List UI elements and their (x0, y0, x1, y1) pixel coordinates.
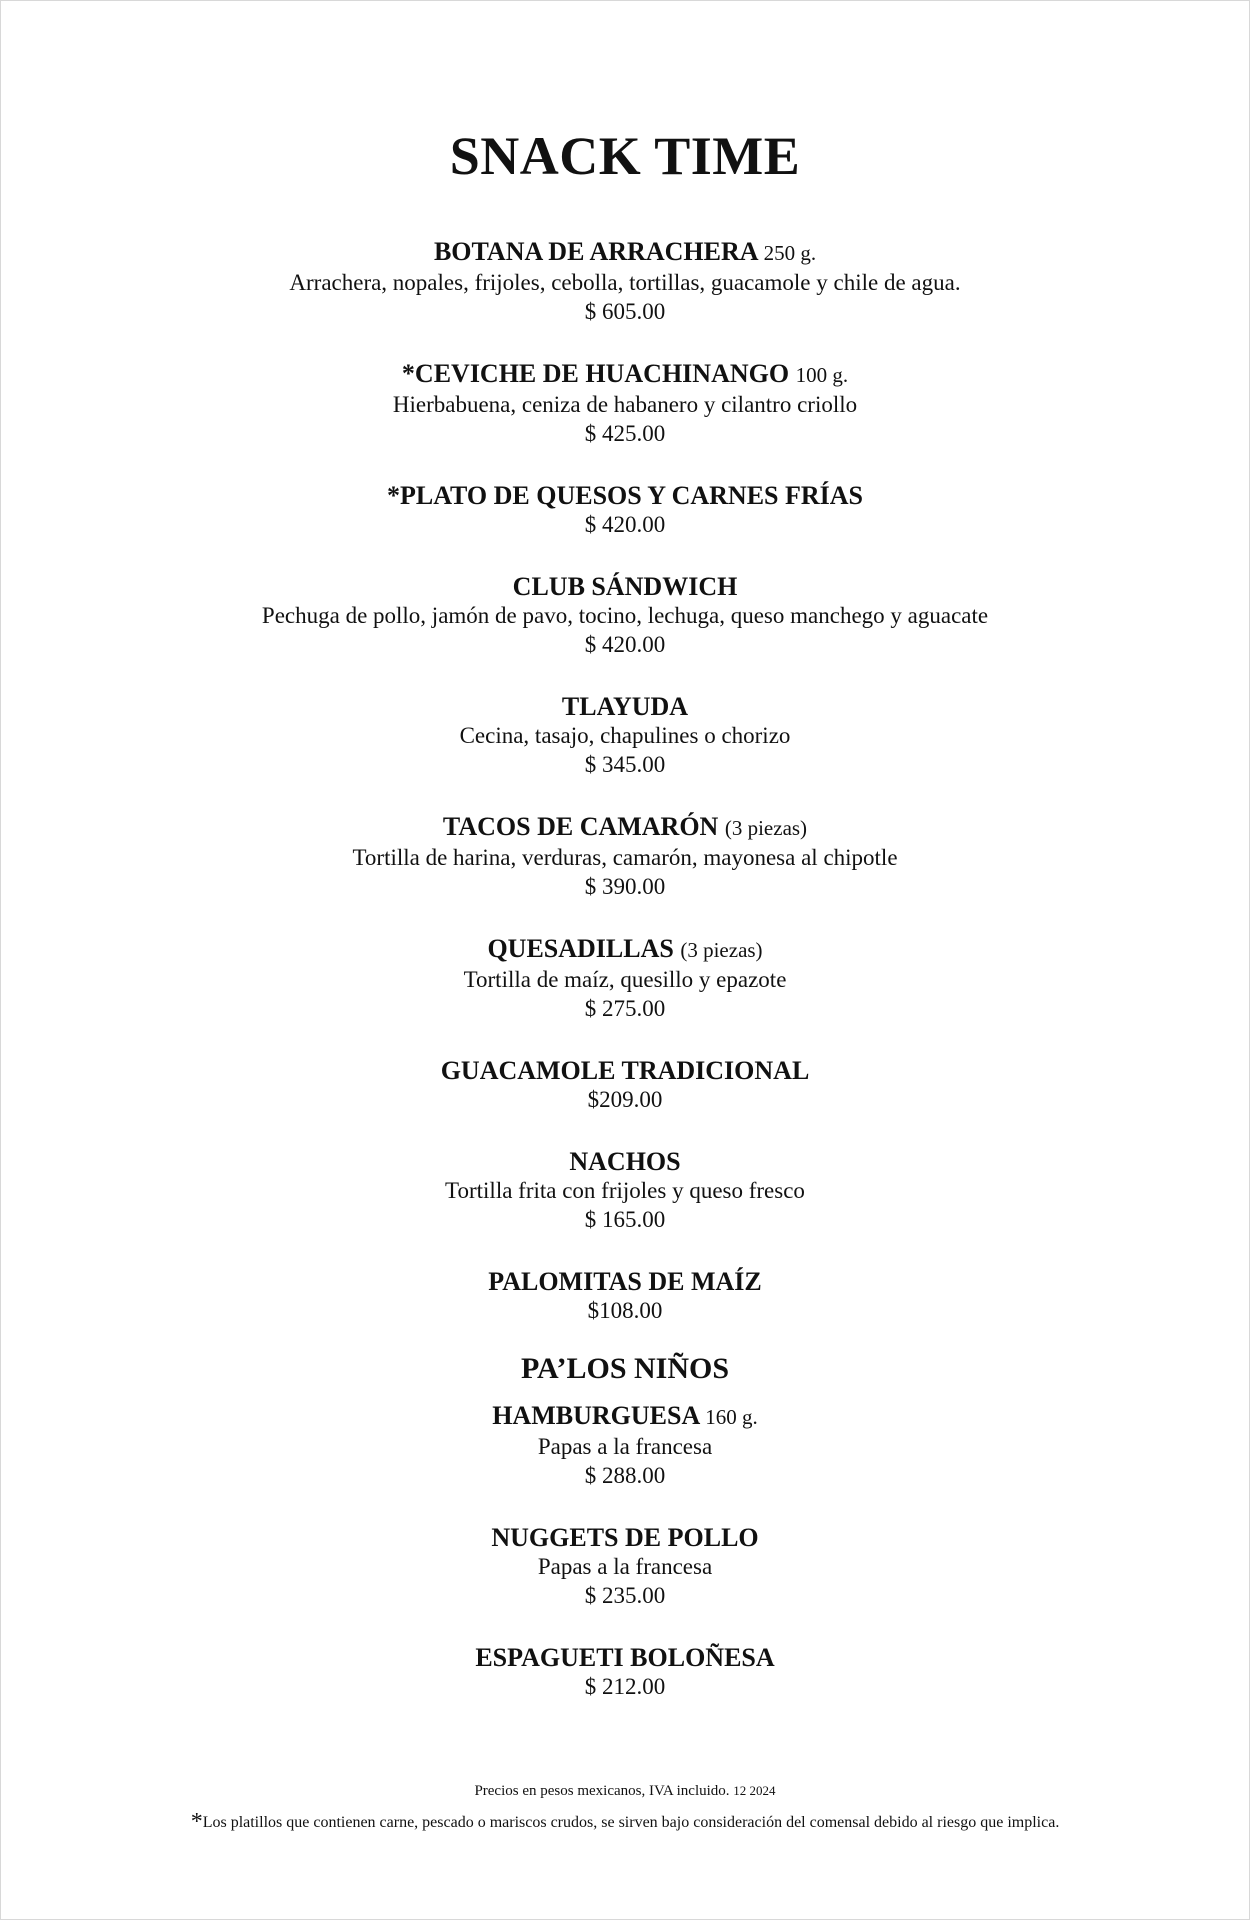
item-price: $ 390.00 (584, 874, 666, 899)
item-price: $209.00 (587, 1087, 663, 1112)
menu-item (1, 1147, 1249, 1234)
item-name: PALOMITAS DE MAÍZ (488, 1267, 762, 1296)
menu-item (1, 692, 1249, 779)
asterisk-mark: * (190, 1809, 203, 1835)
item-name: QUESADILLAS (487, 934, 674, 963)
item-price: $ 165.00 (584, 1207, 666, 1232)
item-description: Papas a la francesa (537, 1554, 713, 1579)
item-price: $ 420.00 (584, 632, 666, 657)
kids-menu-item (1, 1401, 1249, 1490)
item-price: $ 288.00 (584, 1463, 666, 1488)
item-name: CLUB SÁNDWICH (512, 572, 738, 601)
item-name: NACHOS (569, 1147, 681, 1176)
item-name: TLAYUDA (561, 692, 689, 721)
item-quantity: 160 g. (705, 1405, 758, 1429)
menu-item (1, 481, 1249, 539)
item-price: $ 605.00 (584, 299, 666, 324)
item-quantity: (3 piezas) (724, 816, 808, 840)
menu-item (1, 812, 1249, 901)
item-description: Pechuga de pollo, jamón de pavo, tocino, lechuga, queso manchego y aguacate (261, 603, 989, 628)
kids-section-heading: PA’LOS NIÑOS (520, 1352, 730, 1385)
item-description: Papas a la francesa (537, 1434, 713, 1459)
item-name: BOTANA DE ARRACHERA (433, 237, 758, 266)
item-description: Cecina, tasajo, chapulines o chorizo (459, 723, 791, 748)
prices-note (1, 1781, 1249, 1801)
kids-menu-item (1, 1643, 1249, 1701)
item-price: $ 235.00 (584, 1583, 666, 1608)
item-description: Arrachera, nopales, frijoles, cebolla, tortillas, guacamole y chile de agua. (289, 270, 961, 295)
item-description: Hierbabuena, ceniza de habanero y cilantro criollo (392, 392, 858, 417)
item-description: Tortilla frita con frijoles y queso fresco (445, 1178, 805, 1203)
menu-item (1, 237, 1249, 326)
menu-title: SNACK TIME (449, 126, 801, 186)
menu-item (1, 359, 1249, 448)
menu-content (1, 125, 1249, 1734)
item-description: Tortilla de harina, verduras, camarón, mayonesa al chipotle (352, 845, 898, 870)
item-quantity: 100 g. (795, 363, 849, 387)
kids-menu-item (1, 1523, 1249, 1610)
menu-item (1, 1267, 1249, 1325)
item-name: HAMBURGUESA (492, 1401, 699, 1430)
prices-note-text: Precios en pesos mexicanos, IVA incluido. (474, 1783, 730, 1799)
item-name: TACOS DE CAMARÓN (442, 812, 719, 841)
item-quantity: 250 g. (763, 241, 817, 265)
menu-item (1, 572, 1249, 659)
item-price: $ 425.00 (584, 421, 666, 446)
date-code: 12 2024 (733, 1783, 776, 1798)
item-name: ESPAGUETI BOLOÑESA (475, 1643, 775, 1672)
item-name: NUGGETS DE POLLO (491, 1523, 759, 1552)
disclaimer-text: Los platillos que contienen carne, pescado o mariscos crudos, se sirven bajo consideración del comensal debido al riesgo que implica. (202, 1814, 1060, 1831)
item-price: $ 345.00 (584, 752, 666, 777)
item-name: *CEVICHE DE HUACHINANGO (401, 359, 790, 388)
item-name: *PLATO DE QUESOS Y CARNES FRÍAS (386, 481, 864, 510)
item-quantity: (3 piezas) (680, 938, 763, 962)
item-description: Tortilla de maíz, quesillo y epazote (463, 967, 787, 992)
menu-item (1, 1056, 1249, 1114)
item-price: $ 420.00 (584, 512, 666, 537)
item-price: $108.00 (587, 1298, 663, 1323)
item-name: GUACAMOLE TRADICIONAL (440, 1056, 810, 1085)
item-price: $ 275.00 (584, 996, 666, 1021)
item-price: $ 212.00 (584, 1674, 666, 1699)
raw-food-disclaimer (1, 1811, 1249, 1834)
menu-item (1, 934, 1249, 1023)
